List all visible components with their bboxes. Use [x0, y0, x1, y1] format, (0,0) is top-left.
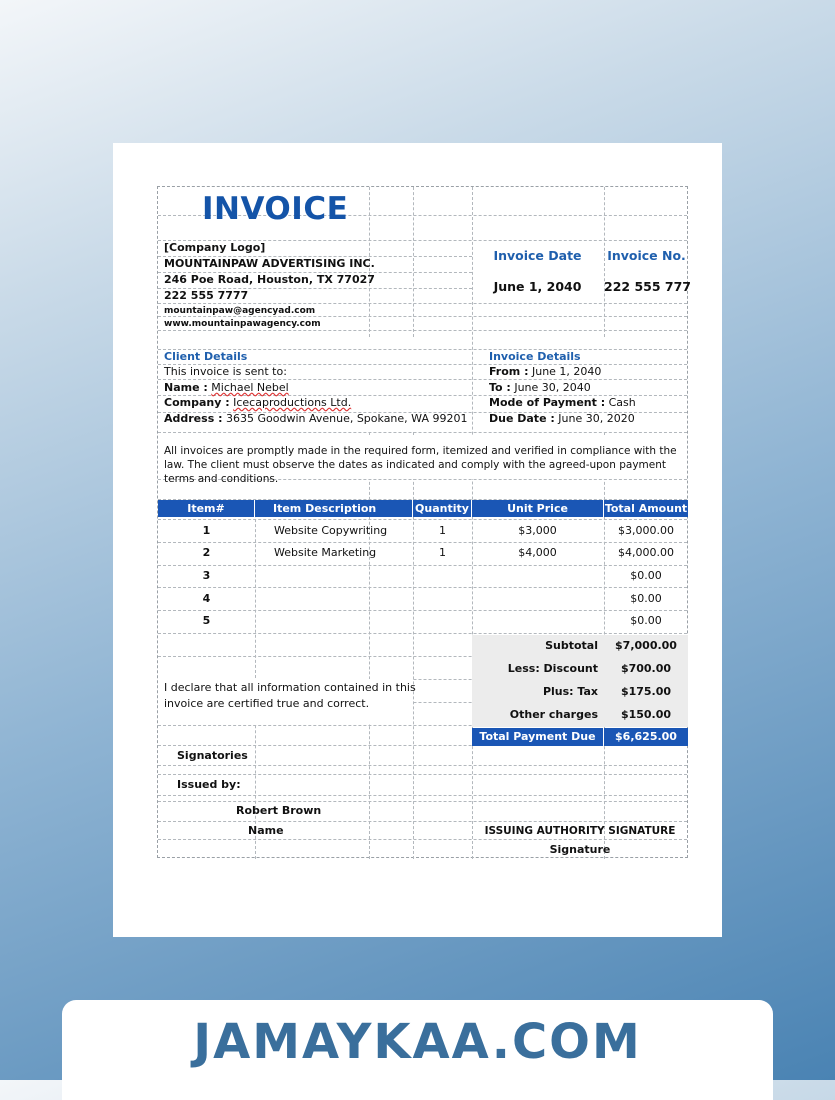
other-charges-value: $150.00: [620, 708, 672, 721]
client-address-label: Address :: [164, 412, 223, 425]
details-payment: Cash: [608, 396, 636, 409]
subtotal-label: Subtotal: [545, 639, 598, 652]
name-label: Name: [248, 824, 284, 837]
row1-description: Website Copywriting: [274, 524, 388, 537]
company-email: mountainpaw@agencyad.com: [164, 306, 316, 316]
client-company-line: [164, 396, 351, 410]
client-name-label: Name :: [164, 381, 208, 394]
details-to-label: To :: [489, 381, 511, 394]
details-from-line: [489, 365, 601, 379]
signature-label: Signature: [549, 843, 611, 856]
details-due-line: [489, 412, 635, 426]
row2-quantity: 1: [439, 546, 446, 559]
client-name: Michael Nebel: [211, 381, 289, 394]
discount-label: Less: Discount: [507, 662, 598, 675]
other-charges-label: Other charges: [509, 708, 598, 721]
invoice-date-value: June 1, 2040: [493, 279, 582, 294]
details-to: June 30, 2040: [514, 381, 591, 394]
row4-item: 4: [202, 592, 211, 605]
details-payment-label: Mode of Payment :: [489, 396, 606, 409]
watermark-logo-text: JAMAYKAA.COM: [193, 1014, 642, 1070]
issued-by-label: Issued by:: [177, 778, 241, 791]
details-from: June 1, 2040: [531, 365, 602, 378]
row1-total: $3,000.00: [618, 524, 674, 537]
details-due: June 30, 2020: [558, 412, 635, 425]
discount-value: $700.00: [620, 662, 672, 675]
tax-value: $175.00: [620, 685, 672, 698]
table-header-unit-price: Unit Price: [472, 500, 603, 517]
invoice-number-label: Invoice No.: [607, 248, 686, 263]
client-address: 3635 Goodwin Avenue, Spokane, WA 99201: [225, 412, 468, 425]
row1-quantity: 1: [439, 524, 446, 537]
details-payment-line: [489, 396, 636, 410]
authority-signature-label: ISSUING AUTHORITY SIGNATURE: [484, 825, 676, 837]
invoice-details-heading: Invoice Details: [489, 350, 581, 363]
client-address-line: [164, 412, 467, 426]
row2-item: 2: [202, 546, 211, 559]
client-name-line: [164, 381, 289, 395]
total-due-value: $6,625.00: [604, 728, 688, 746]
client-company-label: Company :: [164, 396, 230, 409]
client-sent-to: This invoice is sent to:: [164, 365, 287, 378]
company-address: 246 Poe Road, Houston, TX 77027: [164, 273, 375, 286]
invoice-title: INVOICE: [202, 191, 349, 227]
issuer-name: Robert Brown: [236, 804, 322, 817]
client-details-heading: Client Details: [164, 350, 248, 363]
company-website: www.mountainpawagency.com: [164, 319, 321, 329]
invoice-number-value: 222 555 777: [604, 279, 691, 294]
row2-unit-price: $4,000: [518, 546, 557, 559]
company-name: MOUNTAINPAW ADVERTISING INC.: [164, 257, 375, 270]
declaration-line-2: invoice are certified true and correct.: [164, 697, 370, 710]
company-phone: 222 555 7777: [164, 289, 249, 302]
table-header-quantity: Quantity: [413, 500, 471, 517]
row2-description: Website Marketing: [274, 546, 377, 559]
table-header-description: Item Description: [255, 500, 412, 517]
row3-item: 3: [202, 569, 211, 582]
details-to-line: [489, 381, 591, 395]
details-due-label: Due Date :: [489, 412, 555, 425]
table-header-item: Item#: [158, 500, 254, 517]
company-logo-placeholder: [Company Logo]: [164, 241, 266, 254]
details-from-label: From :: [489, 365, 529, 378]
row4-total: $0.00: [630, 592, 662, 605]
invoice-date-label: Invoice Date: [493, 248, 582, 263]
tax-label: Plus: Tax: [542, 685, 598, 698]
row5-item: 5: [202, 614, 211, 627]
row5-total: $0.00: [630, 614, 662, 627]
client-company: Icecaproductions Ltd.: [233, 396, 352, 409]
total-due-label: Total Payment Due: [472, 728, 603, 746]
subtotal-value: $7,000.00: [615, 639, 677, 652]
row1-unit-price: $3,000: [518, 524, 557, 537]
terms-note: All invoices are promptly made in the required form, itemized and verified in compliance with the law. The client must observe the dates as indicated and comply with the agreed-upon payment terms and conditions.: [164, 445, 677, 485]
row2-total: $4,000.00: [618, 546, 674, 559]
declaration-line-1: I declare that all information contained in this: [164, 681, 416, 694]
row1-item: 1: [202, 524, 211, 537]
signatories-label: Signatories: [177, 749, 248, 762]
row3-total: $0.00: [630, 569, 662, 582]
table-header-total: Total Amount: [604, 502, 688, 515]
